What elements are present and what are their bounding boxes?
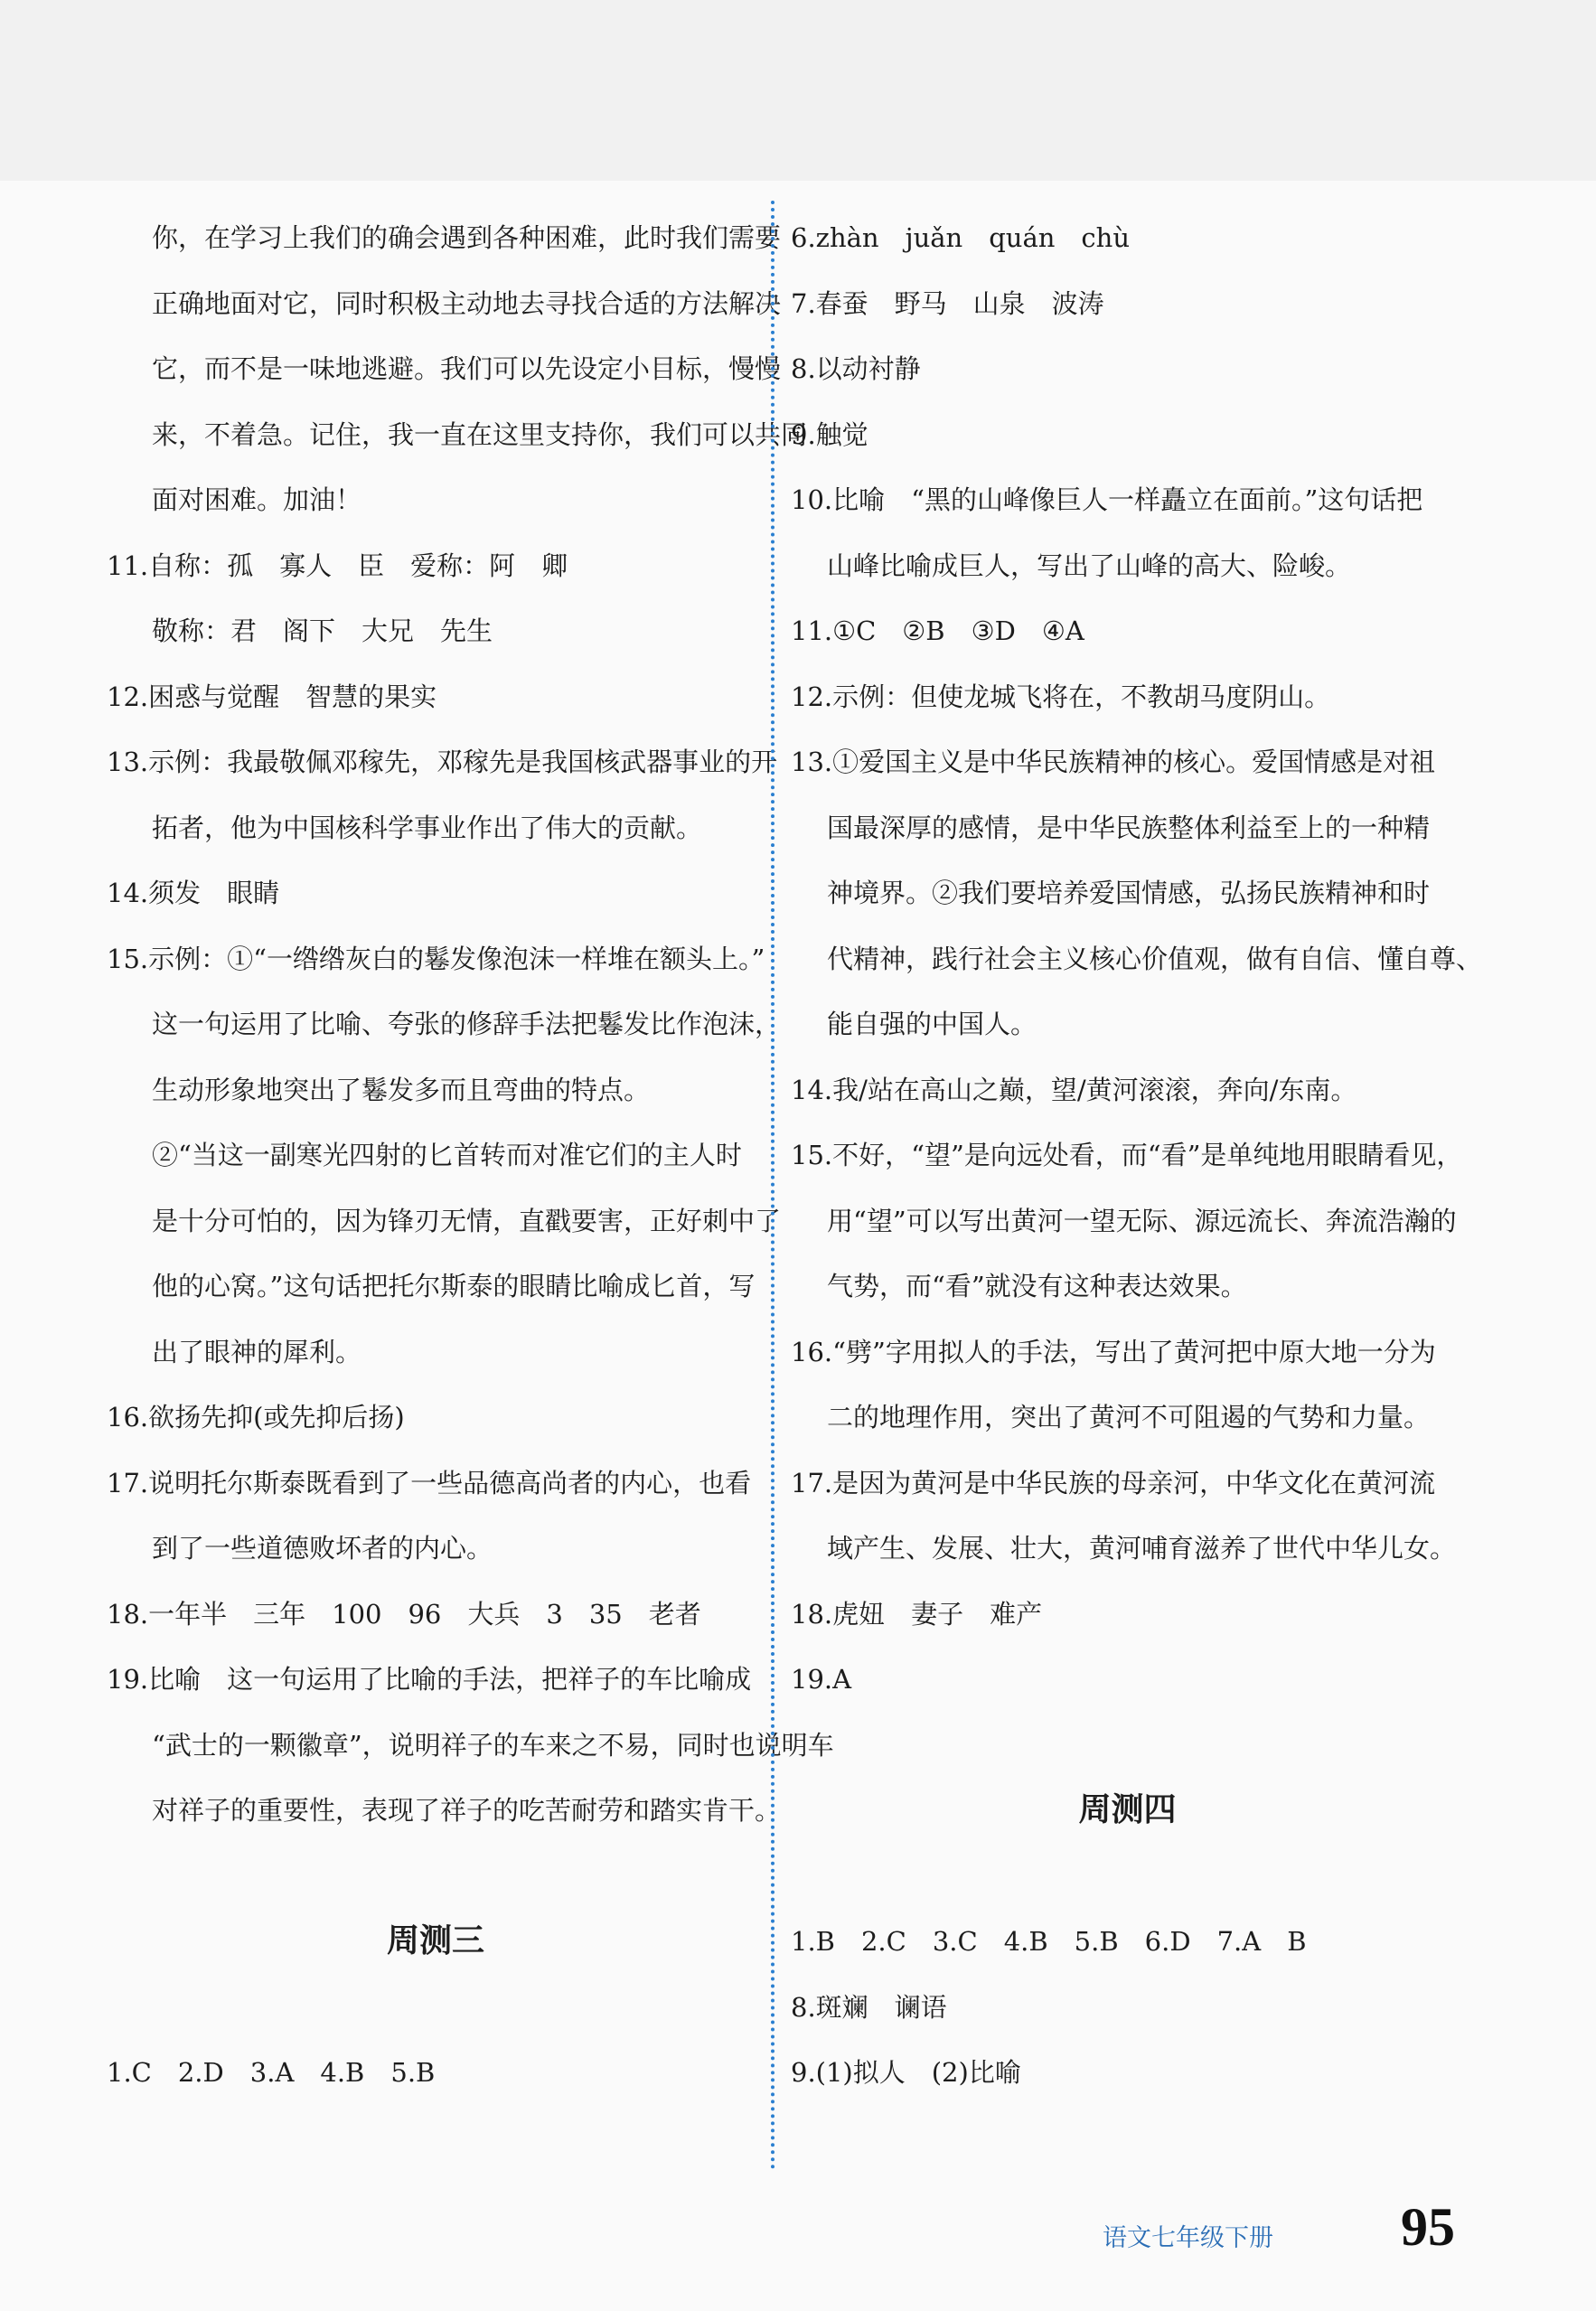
right-column (791, 215, 1483, 2116)
answer-item-9: 9.触觉 (791, 418, 868, 450)
answer-line: “武士的一颗徽章”，说明祥子的车来之不易，同时也说明车 (152, 1729, 834, 1761)
answer-item-7: 7.春蚕 野马 山泉 波涛 (791, 287, 1104, 319)
answer-item-10: 10.比喻 “黑的山峰像巨人一样矗立在面前。”这句话把 (791, 484, 1423, 515)
answer-line: 来，不着急。记住，我一直在这里支持你，我们可以共同 (152, 418, 808, 450)
answer-item-8: 8.斑斓 谰语 (791, 1991, 947, 2023)
answer-line: 山峰比喻成巨人，写出了山峰的高大、险峻。 (827, 550, 1352, 581)
answer-item-12: 12.示例：但使龙城飞将在，不教胡马度阴山。 (791, 681, 1331, 712)
answer-line: 神境界。②我们要培养爱国情感，弘扬民族精神和时 (827, 878, 1431, 908)
answer-item-9: 9.(1)拟人 (2)比喻 (791, 2057, 1021, 2088)
answer-item-mc: 1.B 2.C 3.C 4.B 5.B 6.D 7.A B (791, 1926, 1307, 1957)
book-title: 语文七年级下册 (1103, 2224, 1273, 2252)
answer-item-mc: 1.C 2.D 3.A 4.B 5.B (107, 2057, 436, 2088)
answer-item-15: 15.不好，“望”是向远处看，而“看”是单纯地用眼睛看见， (791, 1140, 1463, 1170)
answer-item-18: 18.一年半 三年 100 96 大兵 3 35 老者 (107, 1598, 701, 1630)
answer-item-11: 11.①C ②B ③D ④A (791, 615, 1084, 646)
section-title-week3: 周测三 (386, 1922, 484, 1959)
answer-item-19: 19.比喻 这一句运用了比喻的手法，把祥子的车比喻成 (107, 1664, 752, 1695)
answer-line: 国最深厚的感情，是中华民族整体利益至上的一种精 (827, 812, 1431, 843)
answer-item-18: 18.虎妞 妻子 难产 (791, 1598, 1043, 1630)
answer-item-14: 14.须发 眼睛 (107, 878, 280, 908)
spacer (107, 1854, 765, 1920)
answer-line: 代精神，践行社会主义核心价值观，做有自信、懂自尊、 (827, 943, 1483, 974)
answer-line: 生动形象地突出了鬈发多而且弯曲的特点。 (152, 1074, 651, 1105)
answer-line: 它，而不是一味地逃避。我们可以先设定小目标，慢慢 (152, 353, 782, 384)
scan-top-margin (0, 0, 1596, 181)
answer-line: 出了眼神的犀利。 (152, 1336, 362, 1367)
spacer (791, 1723, 1464, 1789)
answer-line: 对祥子的重要性，表现了祥子的吃苦耐劳和踏实肯干。 (152, 1795, 782, 1826)
answer-line: 域产生、发展、壮大，黄河哺育滋养了世代中华儿女。 (827, 1533, 1457, 1564)
answer-item-19: 19.A (791, 1664, 852, 1695)
answer-line: 用“望”可以写出黄河一望无际、源远流长、奔流浩瀚的 (827, 1205, 1457, 1236)
answer-line: 这一句运用了比喻、夸张的修辞手法把鬈发比作泡沫， (152, 1009, 782, 1039)
spacer (107, 1985, 765, 2051)
answer-line: 敬称：君 阁下 大兄 先生 (152, 615, 493, 646)
answer-item-16: 16.欲扬先抑(或先抑后扬) (107, 1402, 405, 1433)
answer-item-17: 17.是因为黄河是中华民族的母亲河，中华文化在黄河流 (791, 1467, 1436, 1498)
answer-line: 是十分可怕的，因为锋刃无情，直戳要害，正好刺中了 (152, 1205, 782, 1236)
answer-line: 气势，而“看”就没有这种表达效果。 (827, 1271, 1247, 1301)
answer-item-8: 8.以动衬静 (791, 353, 921, 384)
section-title-week4: 周测四 (1078, 1791, 1177, 1828)
answer-line: 到了一些道德败坏者的内心。 (152, 1533, 493, 1564)
answer-line: ②“当这一副寒光四射的匕首转而对准它们的主人时 (152, 1140, 742, 1170)
answer-line: 能自强的中国人。 (827, 1009, 1037, 1039)
answer-item-15: 15.示例：①“一绺绺灰白的鬈发像泡沫一样堆在额头上。” (107, 943, 765, 974)
answer-item-11: 11.自称：孤 寡人 臣 爱称：阿 卿 (107, 550, 568, 581)
answer-line: 正确地面对它，同时积极主动地去寻找合适的方法解决 (152, 287, 782, 319)
answer-item-13: 13.示例：我最敬佩邓稼先，邓稼先是我国核武器事业的开 (107, 747, 778, 777)
answer-line: 你，在学习上我们的确会遇到各种困难，此时我们需要 (152, 222, 782, 253)
answer-item-16: 16.“劈”字用拟人的手法，写出了黄河把中原大地一分为 (791, 1336, 1436, 1367)
answer-line: 他的心窝。”这句话把托尔斯泰的眼睛比喻成匕首，写 (152, 1271, 756, 1301)
spacer (791, 1854, 1464, 1920)
answer-item-6: 6.zhàn juǎn quán chù (791, 222, 1131, 253)
answer-line: 拓者，他为中国核科学事业作出了伟大的贡献。 (152, 812, 703, 843)
answer-line: 面对困难。加油！ (152, 484, 362, 515)
answer-line: 二的地理作用，突出了黄河不可阻遏的气势和力量。 (827, 1402, 1431, 1433)
answer-item-17: 17.说明托尔斯泰既看到了一些品德高尚者的内心，也看 (107, 1467, 752, 1498)
column-divider (771, 201, 775, 2171)
answer-item-14: 14.我/站在高山之巅，望/黄河滚滚，奔向/东南。 (791, 1074, 1357, 1105)
answer-item-13: 13.①爱国主义是中华民族精神的核心。爱国情感是对祖 (791, 747, 1436, 777)
answer-item-12: 12.困惑与觉醒 智慧的果实 (107, 681, 437, 712)
page-number: 95 (1401, 2197, 1455, 2257)
